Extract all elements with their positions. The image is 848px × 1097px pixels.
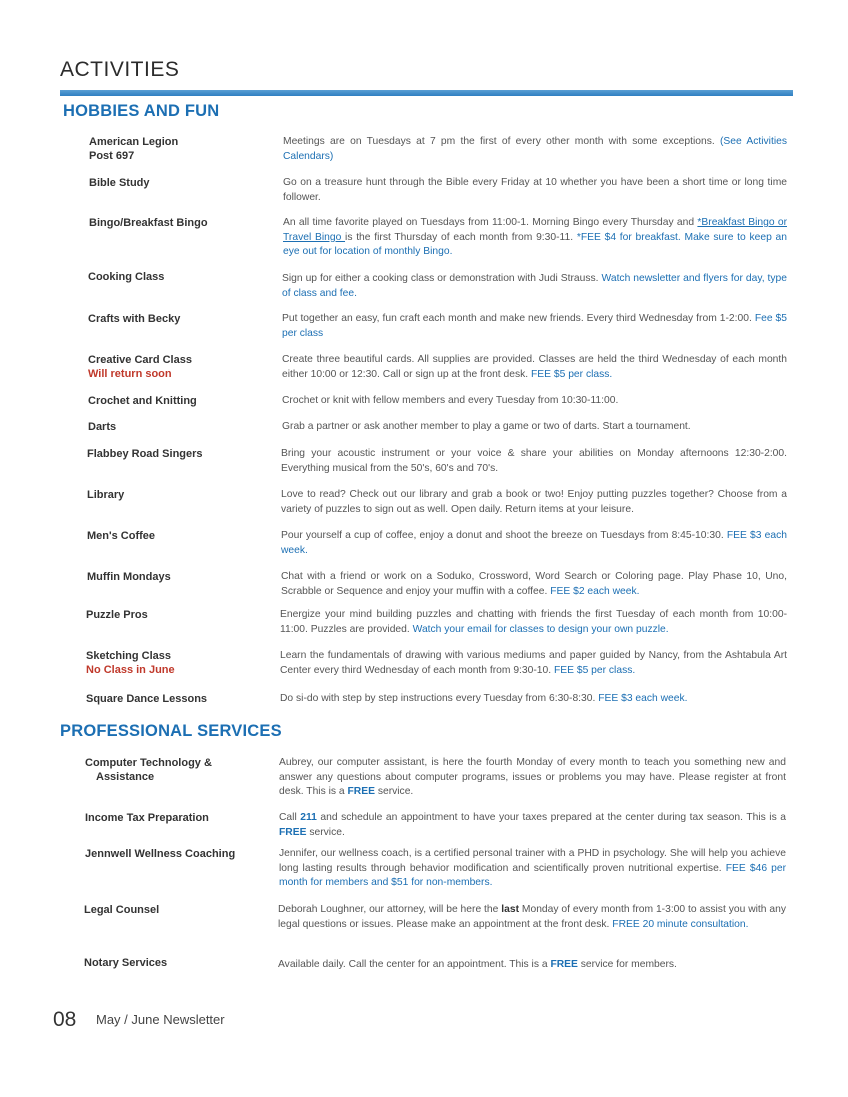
activity-name: Creative Card Class: [88, 354, 192, 366]
fee-note: FEE $3 each week.: [281, 530, 788, 556]
activity-description: An all time favorite played on Tuesdays from 11:00-1. Morning Bingo every Thursday and: [283, 217, 698, 228]
activity-name: Sketching Class: [86, 650, 171, 662]
service-description-end: service.: [306, 826, 345, 838]
service-name: Income Tax Preparation: [85, 812, 209, 824]
fee-note: FEE $5 per class.: [553, 664, 636, 676]
activity-description: Learn the fundamentals of drawing with various mediums and paper guided by Nancy, from the Ashtabula Art Center every third Wednesday of each month from 9:30-10.: [280, 650, 787, 676]
activity-name: Bible Study: [89, 177, 150, 189]
free-label: FREE: [279, 826, 307, 838]
fee-note: *FEE $4 for breakfast. Make sure to keep an eye out for location of monthly Bingo.: [283, 231, 787, 257]
activity-description-cont: is the first Thursday of each month from 9:30-11.: [345, 231, 577, 243]
service-description-start: Call: [279, 812, 301, 823]
service-description-start: Deborah Loughner, our attorney, will be here the: [278, 904, 502, 915]
status-note: No Class in June: [86, 664, 175, 676]
fee-note: FEE $2 each week.: [550, 585, 640, 597]
section-heading-professional: PROFESSIONAL SERVICES: [60, 722, 282, 740]
activity-name: Crafts with Becky: [88, 313, 181, 325]
activity-description: Create three beautiful cards. All supplies are provided. Classes are held the third Wednesday of each month either 10:00 or 12:30. Call or sign up at the front desk.: [282, 354, 787, 380]
activity-name: Crochet and Knitting: [88, 395, 197, 407]
activity-name: Darts: [88, 421, 117, 433]
phone-number: 211: [300, 812, 317, 823]
page-number: 08: [53, 1008, 77, 1031]
free-label: FREE: [550, 959, 578, 970]
activity-description: Go on a treasure hunt through the Bible every Friday at 10 whether you have been a short time or long time follower.: [283, 177, 787, 203]
activity-description: Energize your mind building puzzles and chatting with friends the first Tuesday of each month from 10:00-11:00. Puzzles are provided.: [280, 609, 787, 635]
activity-description: Crochet or knit with fellow members and every Tuesday from 10:30-11:00.: [282, 395, 619, 406]
activity-description: Love to read? Check out our library and grab a book or two! Enjoy putting puzzles together? Choose from a variety of puzzles to sign out as well. Open daily. Return items at your leisure.: [281, 489, 787, 515]
activity-name: Square Dance Lessons: [86, 693, 208, 705]
service-description: and schedule an appointment to have your taxes prepared at the center during tax season. This is a: [316, 812, 786, 823]
service-description: Available daily. Call the center for an appointment. This is a: [278, 959, 551, 970]
activity-name: Cooking Class: [88, 271, 165, 283]
fee-note: Watch newsletter and flyers for day, type of class and fee.: [282, 273, 787, 299]
fee-note: Fee $5 per class: [282, 313, 787, 339]
activity-description: Put together an easy, fun craft each month and make new friends. Every third Wednesday from 1-2:00.: [282, 313, 755, 324]
service-description: Monday of every month from 1-3:00 to assist you with any legal questions or issues. Please make an appointment at the front desk.: [278, 904, 786, 930]
calendar-link[interactable]: (See Activities Calendars): [283, 136, 787, 162]
activity-description: Pour yourself a cup of coffee, enjoy a donut and shoot the breeze on Tuesdays from 8:45-10:30.: [281, 530, 727, 541]
activity-name: Bingo/Breakfast Bingo: [89, 217, 208, 229]
activity-name: Flabbey Road Singers: [87, 448, 203, 460]
activity-name: American Legion: [89, 136, 179, 148]
service-description-end: service.: [374, 786, 414, 797]
service-name: Jennwell Wellness Coaching: [85, 848, 236, 860]
service-description: Jennifer, our wellness coach, is a certified personal trainer with a PHD in psychology. She will help you achieve long lasting results through behavior modification and scientifically proven nutritional expertise.: [279, 848, 786, 874]
fee-note: FEE $46 per month for members and $51 for non-members.: [279, 862, 787, 888]
page-title: ACTIVITIES: [60, 58, 180, 81]
activity-description: Bring your acoustic instrument or your voice & share your abilities on Monday afternoons 12:30-2:00. Everything musical from the 50's, 60's and 70's.: [281, 448, 787, 474]
activity-name: Puzzle Pros: [86, 609, 148, 621]
fee-note: FREE 20 minute consultation.: [612, 918, 749, 930]
fee-note: FEE $5 per class.: [531, 368, 613, 380]
activity-description: Meetings are on Tuesdays at 7 pm the first of every other month with some exceptions.: [283, 136, 720, 147]
free-label: FREE: [347, 786, 375, 797]
service-name-line2: Assistance: [96, 771, 155, 783]
service-name: Notary Services: [84, 957, 168, 969]
status-note: Will return soon: [88, 368, 172, 380]
service-description: Aubrey, our computer assistant, is here the fourth Monday of every month to teach you something new and answer any questions about computer programs, issues or problems you may have. Please register at front desk. This is a: [279, 757, 786, 797]
section-heading-hobbies: HOBBIES AND FUN: [63, 102, 220, 120]
service-name: Computer Technology &: [85, 757, 212, 769]
emphasis-text: last: [501, 904, 520, 915]
breakfast-bingo-link[interactable]: *Breakfast Bingo or Travel Bingo: [283, 217, 787, 243]
service-description-end: service for members.: [577, 959, 677, 970]
activity-name: Library: [87, 489, 125, 501]
activity-description: Do si-do with step by step instructions every Tuesday from 6:30-8:30.: [280, 693, 599, 704]
activity-name: Muffin Mondays: [87, 571, 171, 583]
fee-note: Watch your email for classes to design your own puzzle.: [412, 623, 669, 635]
activity-description: Sign up for either a cooking class or demonstration with Judi Strauss.: [282, 273, 602, 284]
activity-name-line2: Post 697: [89, 150, 135, 162]
activity-description: Chat with a friend or work on a Soduko, Crossword, Word Search or Coloring page. Play Phase 10, Uno, Scrabble or Sequence and enjoy your muffin with a coffee.: [281, 571, 787, 597]
activity-description: Grab a partner or ask another member to play a game or two of darts. Start a tournament.: [282, 421, 691, 432]
fee-note: FEE $3 each week.: [598, 693, 688, 704]
activity-name: Men's Coffee: [87, 530, 156, 542]
title-rule: [60, 90, 793, 96]
service-name: Legal Counsel: [84, 904, 160, 916]
newsletter-label: May / June Newsletter: [96, 1012, 225, 1027]
